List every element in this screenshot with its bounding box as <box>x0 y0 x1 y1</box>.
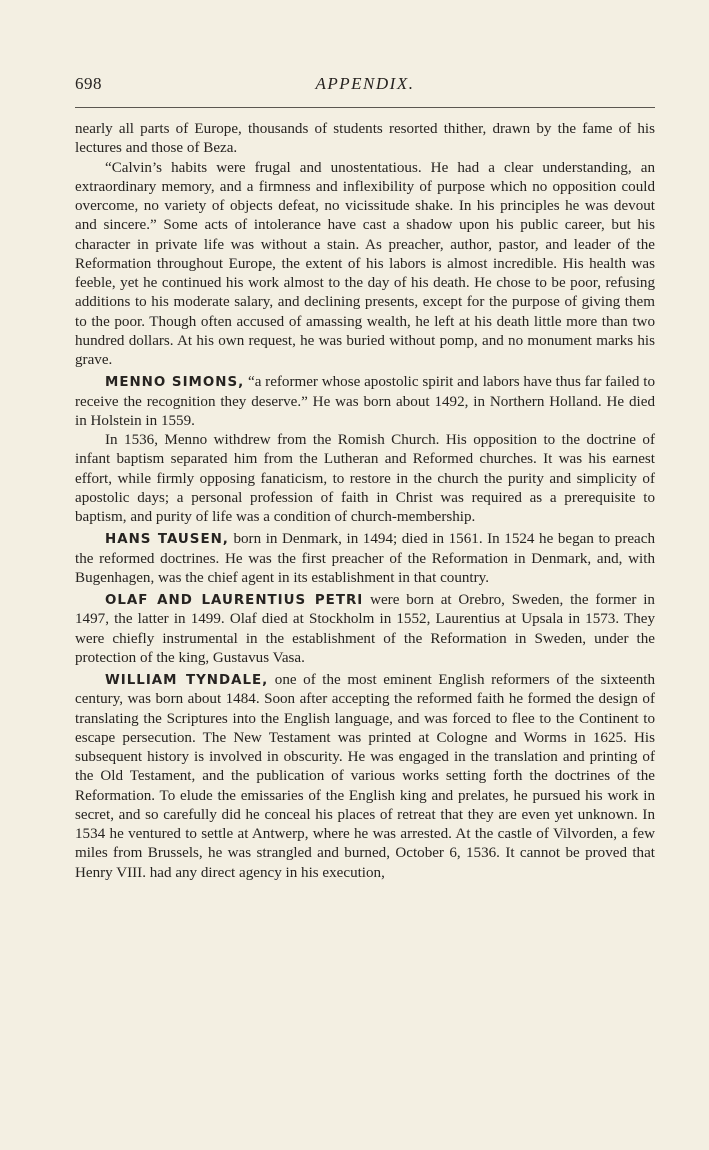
paragraph-calvin-character <box>75 159 655 371</box>
paragraph-text: one of the most eminent English reformers of the sixteenth century, was born about 1484. Soon after accepting the reformed faith he formed the design of translating the Scriptures into the English language, and was forced to flee to the Continent to escape persecution. The New Testament was printed at Cologne and Worms in 1625. His subsequent history is involved in obscurity. He was engaged in the translation and printing of the Old Testament, and the publication of various works setting forth the doctrines of the Reformation. To elude the emissaries of the English king and prelates, he pursued his work in secret, and so carefully did he conceal his places of retreat that they are even yet unknown. In 1534 he ventured to settle at Antwerp, where he was arrested. At the castle of Vilvorden, a few miles from Brussels, he was strangled and burned, October 6, 1536. It cannot be proved that Henry VIII. had any direct agency in his execution, <box>75 672 655 881</box>
entry-name: HANS TAUSEN, <box>105 532 229 548</box>
page-number: 698 <box>75 74 102 93</box>
running-head: APPENDIX. <box>315 74 415 93</box>
paragraph-text: In 1536, Menno withdrew from the Romish Church. His opposition to the doctrine of infant baptism separated him from the Lutheran and Reformed churches. It was his earnest effort, while firmly opposing fanaticism, to restore in the church the purity and simplicity of apostolic days; a personal profession of faith in Christ was required as a prerequisite to baptism, and purity of life was a condition of church-membership. <box>75 432 655 525</box>
entry-hans-tausen <box>75 530 655 588</box>
paragraph-text: born in Denmark, in 1494; died in 1561. In 1524 he began to preach the reformed doctrines. He was the first preacher of the Reformation in Denmark, and, with Bugenhagen, was the chief agent in its establishment in that country. <box>75 531 656 586</box>
paragraph-text: “Calvin’s habits were frugal and unostentatious. He had a clear understanding, an extraordinary memory, and a firmness and inflexibility of purpose which no opposition could overcome, no variety of objects defeat, no vicissitude shake. In his principles he was devout and sincere.” Some acts of intolerance have cast a shadow upon his public career, but his character in private life was without a stain. As preacher, author, pastor, and leader of the Reformation throughout Europe, the extent of his labors is almost incredible. His health was feeble, yet he continued his work almost to the day of his death. He chose to be poor, refusing additions to his moderate salary, and declining presents, except for the purpose of giving them to the poor. Though often accused of amassing wealth, he left at his death little more than two hundred dollars. At his own request, he was buried without pomp, and no monument marks his grave. <box>75 159 655 368</box>
page-header <box>75 74 655 100</box>
entry-name: WILLIAM TYNDALE, <box>105 673 269 688</box>
entry-name: OLAF AND LAURENTIUS PETRI <box>105 593 364 608</box>
entry-william-tyndale <box>75 671 655 883</box>
header-rule <box>75 107 655 108</box>
paragraph-text: were born at Orebro, Sweden, the former in 1497, the latter in 1499. Olaf died at Stockholm in 1552, Laurentius at Upsala in 1573. They were chiefly instrumental in the establishment of the Reformation in Sweden, under the protection of the king, Gustavus Vasa. <box>75 592 655 666</box>
entry-name: MENNO SIMONS, <box>105 375 245 391</box>
entry-menno-simons <box>75 373 655 431</box>
paragraph-calvin-continued <box>75 120 655 159</box>
paragraph-text: nearly all parts of Europe, thousands of students resorted thither, drawn by the fame of his lectures and those of Beza. <box>75 121 655 157</box>
entry-petri-brothers <box>75 591 655 668</box>
body-text <box>75 120 655 883</box>
paragraph-text: “a reformer whose apostolic spirit and labors have thus far failed to receive the recognition they deserve.” He was born about 1492, in Northern Holland. He died in Holstein in 1559. <box>75 374 655 429</box>
paragraph-menno-details <box>75 431 655 527</box>
